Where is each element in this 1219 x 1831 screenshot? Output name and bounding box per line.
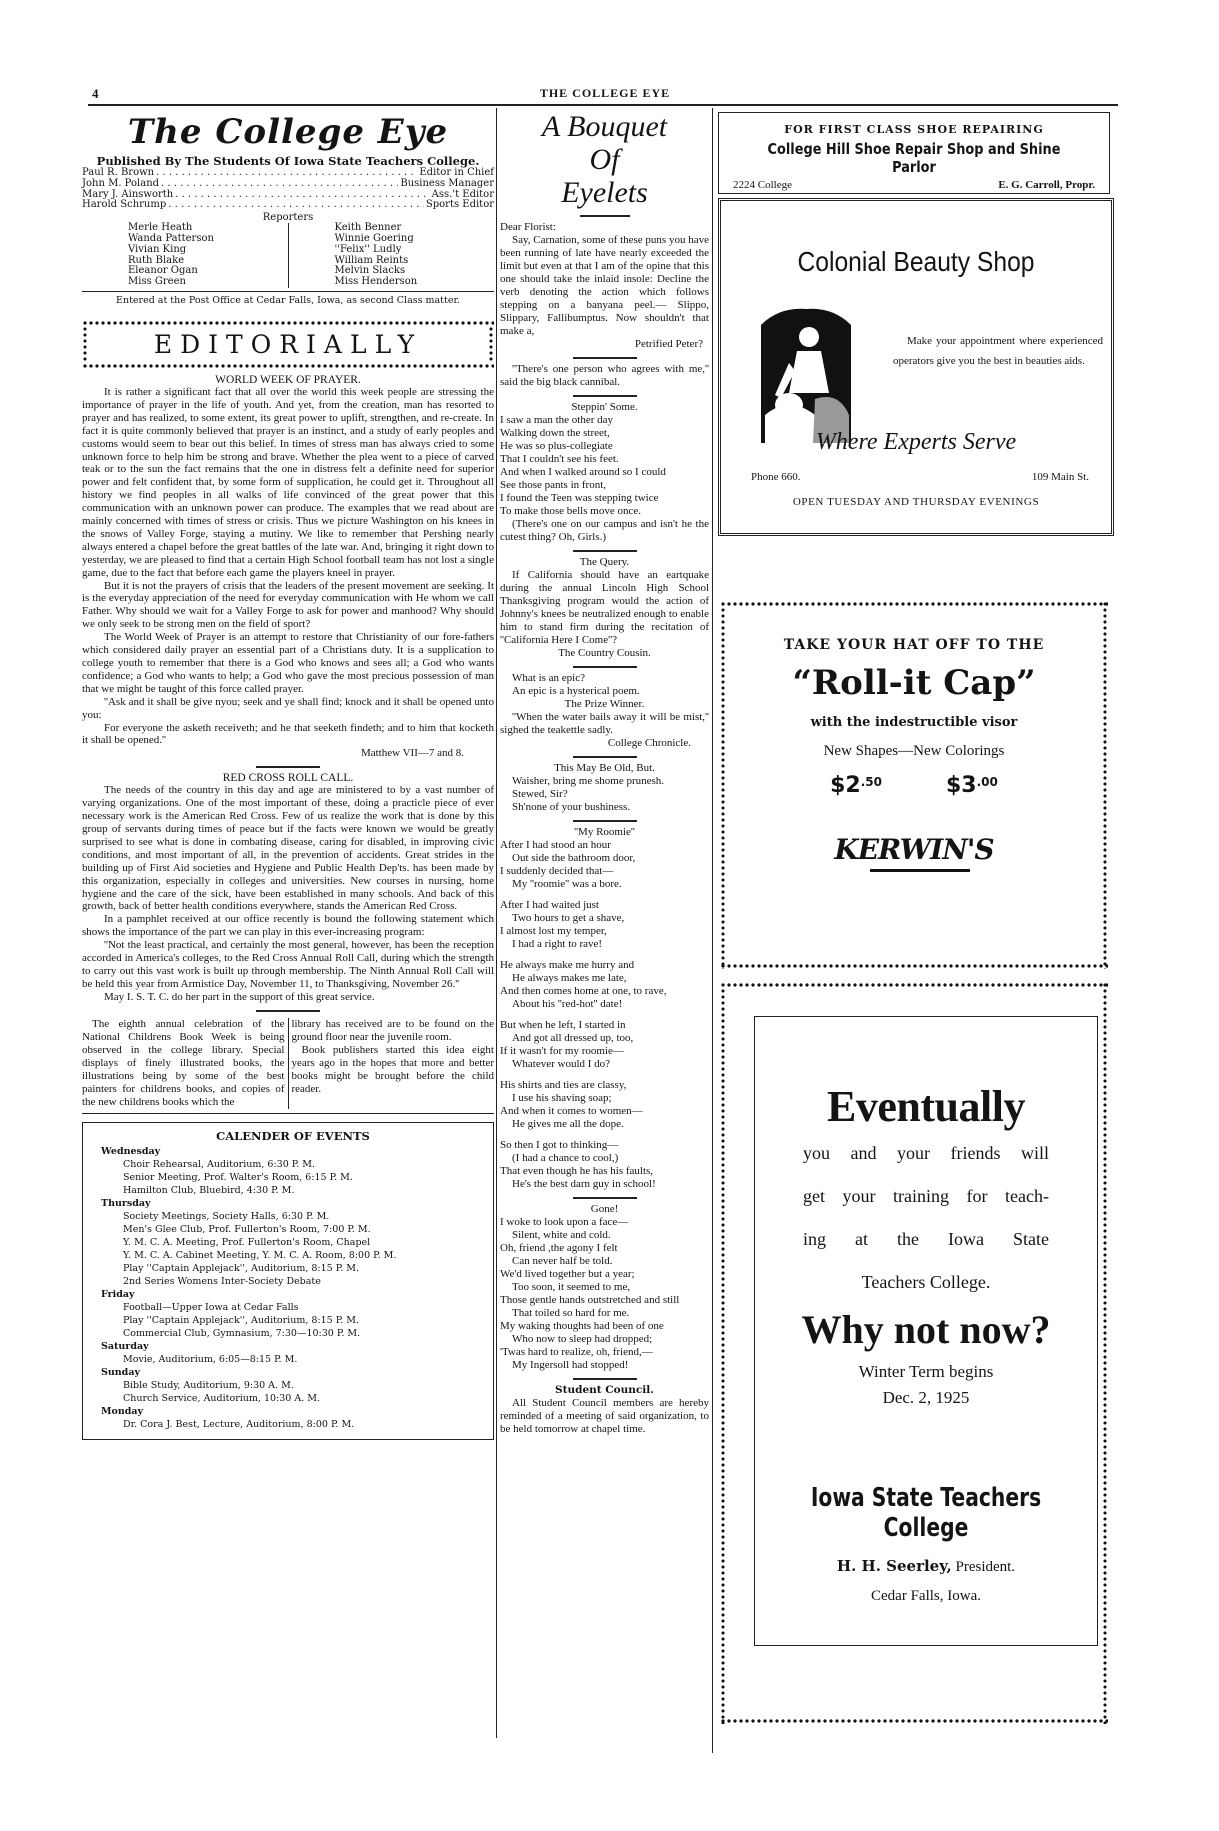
paragraph: library has received are to be found on the ground floor near the juvenile room. [291, 1017, 494, 1043]
staff-row [82, 200, 494, 211]
leader-dots [161, 179, 398, 190]
calendar-day: Friday [101, 1288, 135, 1300]
paragraph: In a pamphlet received at our office recently is bound the following statement which shows the importance of the part we can play in this ever-increasing program: [82, 913, 494, 939]
price-cents: .50 [860, 775, 882, 789]
poem-title: Gone! [590, 1203, 619, 1215]
price-whole: $2 [830, 773, 861, 798]
paragraph: ''Not the least practical, and certainly the most general, however, has been the reception accorded in America's colleges, to the Red Cross Annual Roll Call, during which the strength to carry out this vast work is built up through membership. The Ninth Annual Roll Call will be held this year from Armistice Day, November 11, to Thanksgiving, November 26.'' [82, 939, 494, 990]
column-rule [712, 108, 713, 1753]
divider [573, 1378, 637, 1380]
poem-line: See those pants in front, [500, 479, 607, 491]
ad-body-text: Make your appointment where experienced operators give you the best in beauties aids. [893, 335, 1103, 367]
poem-line: He always make me hurry and [500, 959, 635, 971]
joke: ''There's one person who agrees with me,'' said the big black cannibal. [500, 363, 709, 388]
notice-title: Student Council. [555, 1384, 654, 1396]
poem-line: (I had a chance to cool,) [512, 1152, 619, 1164]
ad-business-name: Colonial Beauty Shop [797, 246, 1035, 277]
poem-line: I use his shaving soap; [512, 1092, 612, 1104]
poem-title: The Query. [579, 556, 630, 568]
poem-line: I almost lost my temper, [500, 925, 607, 937]
calendar-day: Wednesday [101, 1145, 161, 1157]
price-cents: .00 [976, 775, 998, 789]
roll-it-cap-ad [720, 601, 1108, 969]
divider [573, 395, 637, 397]
joke-line: Waisher, bring me shome prunesh. [512, 775, 665, 787]
poem-line: And got all dressed up, too, [512, 1032, 634, 1044]
calendar-event: Choir Rehearsal, Auditorium, 6:30 P. M. [123, 1158, 316, 1170]
bouquet-title [500, 110, 709, 209]
calendar-event: Y. M. C. A. Meeting, Prof. Fullerton's Room, Chapel [123, 1236, 371, 1248]
paragraph: But it is not the prayers of crisis that the leaders of the present movement are seeking. It is the everyday appreciation of the need for everyday communication with He whom we call Father. Why should we wait for a Valley Forge to ask for power and manhood? Why should we only seek to be strong men on the field of sport? [82, 579, 494, 631]
ad-phone: Phone 660. [751, 471, 801, 483]
notice-text: All Student Council members are hereby reminded of a meeting of said organization, to be held tomorrow at chapel time. [500, 1397, 709, 1435]
divider [573, 756, 637, 758]
stanza-gap [500, 1011, 709, 1019]
ad-line: get your training for teach- [803, 1186, 1049, 1206]
poem-line: That even though he has his faults, [500, 1165, 654, 1177]
reporter-name: Melvin Slacks [334, 265, 406, 277]
ad-headline: FOR FIRST CLASS SHOE REPAIRING [784, 123, 1044, 136]
poem-line: I found the Teen was stepping twice [500, 492, 659, 504]
poem-line: Two hours to get a shave, [512, 912, 625, 924]
stanza-gap [500, 1131, 709, 1139]
paragraph: For everyone the asketh receiveth; and he that seeketh findeth; and to him that kocketh it shall be opened.'' [82, 721, 494, 747]
poem-line: I woke to look upon a face— [500, 1216, 629, 1228]
prayer-heading: WORLD WEEK OF PRAYER. [215, 373, 361, 386]
poem-line: And when I walked around so I could [500, 466, 666, 478]
beautician-illustration-icon [759, 303, 853, 445]
reporter-name: Merle Heath [128, 222, 193, 234]
redcross-heading: RED CROSS ROLL CALL. [222, 772, 354, 785]
ad-address: 109 Main St. [1031, 471, 1089, 483]
ad-inner-box [754, 1016, 1098, 1646]
stanza-gap [500, 1071, 709, 1079]
signature: The Country Cousin. [558, 647, 651, 659]
prayer-article [82, 386, 494, 760]
title-line: Eyelets [561, 176, 648, 209]
staff-name: Mary J. Ainsworth [82, 188, 174, 200]
bouquet-column [500, 108, 709, 1436]
iowa-state-teachers-college-ad [720, 982, 1108, 1724]
staff-role: Sports Editor [425, 199, 494, 211]
reporters-list [82, 223, 494, 288]
poem-line: I had a right to rave! [512, 938, 603, 950]
calendar-event: Men's Glee Club, Prof. Fullerton's Room, 7:00 P. M. [123, 1223, 371, 1235]
poem-line: Oh, friend ,the agony I felt [500, 1242, 618, 1254]
ad-line: ing at the Iowa State [803, 1229, 1049, 1249]
calendar-event: Football—Upper Iowa at Cedar Falls [123, 1301, 299, 1313]
brand-underline [870, 869, 970, 872]
poem-line: Who now to sleep had dropped; [512, 1333, 653, 1345]
divider [256, 766, 320, 768]
calendar-event: Play ''Captain Applejack'', Auditorium, 8:15 P. M. [123, 1262, 359, 1274]
staff-role: Editor in Chief [419, 167, 494, 178]
poem-title: Steppin' Some. [571, 401, 638, 413]
reporter-name: Miss Henderson [334, 276, 418, 288]
calendar-event: Commercial Club, Gymnasium, 7:30—10:30 P. M. [123, 1327, 361, 1339]
calendar-event: Y. M. C. A. Cabinet Meeting, Y. M. C. A. Room, 8:00 P. M. [123, 1249, 397, 1261]
divider [256, 1010, 320, 1012]
calendar-day: Sunday [101, 1366, 140, 1378]
paragraph: The World Week of Prayer is an attempt to restore that Christianity of our fore-fathers which considered daily prayer an essential part of a Christians duty. It is a supplication to college youth to remember that there is a God who knows and sees all; a God who wants confidence; a God who wants to help; a God who gave the most precious possession of man that we might be taught of this force called prayer. [82, 631, 494, 695]
poem-line: If it wasn't for my roomie— [500, 1045, 624, 1057]
reporters-heading: Reporters [262, 212, 314, 224]
poem-line: He's the best darn guy in school! [512, 1178, 656, 1190]
poem-line: But when he left, I started in [500, 1019, 626, 1031]
poem-note: (There's one on our campus and isn't he the cutest thing? Oh, Girls.) [500, 518, 709, 543]
staff-role: Business Manager [400, 177, 494, 189]
poem-line: Can never half be told. [512, 1255, 613, 1267]
calendar-day: Thursday [101, 1197, 151, 1209]
president-title: President. [955, 1559, 1016, 1575]
bead-border [82, 363, 494, 369]
divider [573, 666, 637, 668]
ad-body [893, 331, 1103, 371]
running-head: THE COLLEGE EYE [539, 86, 671, 100]
calendar-event: Society Meetings, Society Halls, 6:30 P. M. [123, 1210, 330, 1222]
ad-location: Cedar Falls, Iowa. [871, 1588, 981, 1604]
title-line: Of [589, 143, 620, 176]
calendar-of-events [82, 1122, 494, 1440]
calendar-title: CALENDER OF EVENTS [216, 1128, 370, 1143]
citation: Matthew VII—7 and 8. [360, 747, 464, 760]
leader-dots [168, 200, 424, 211]
ad-line: Teachers College. [861, 1272, 991, 1292]
poem-roomie [500, 839, 709, 1191]
president-name: H. H. Seerley, [836, 1557, 952, 1575]
poem-line: After I had waited just [500, 899, 599, 911]
poem-line: After I had stood an hour [500, 839, 611, 851]
ad-headline: TAKE YOUR HAT OFF TO THE [783, 637, 1045, 653]
calendar-day: Monday [101, 1405, 144, 1417]
poem-line: Those gentle hands outstretched and still [500, 1294, 680, 1306]
leader-dots [156, 168, 417, 179]
top-rule [88, 104, 1118, 106]
ad-term: Winter Term begins [858, 1362, 994, 1381]
ad-prices [720, 773, 1108, 798]
paragraph: Book publishers started this idea eight years ago in the hopes that more and better books might be brought before the child reader. [291, 1043, 494, 1095]
reporters-right [288, 223, 495, 288]
ad-headline: Eventually [827, 1082, 1025, 1131]
query-text: If California should have an eartquake during the annual Lincoln High School Thanksgiving program would the action of Johnny's knees be neutralized enough to enable him to stand firm during the recitation of ''California Here I Come''? [500, 569, 709, 646]
shoe-repair-ad [718, 112, 1110, 194]
paragraph: May I. S. T. C. do her part in the support of this great service. [104, 990, 375, 1003]
poem-steppin [500, 414, 709, 518]
bead-border [488, 326, 494, 363]
poem-line: That toiled so hard for me. [512, 1307, 630, 1319]
poem-line: We'd lived together but a year; [500, 1268, 635, 1280]
stanza-gap [500, 891, 709, 899]
calendar-event: Senior Meeting, Prof. Walter's Room, 6:15 P. M. [123, 1171, 353, 1183]
paragraph: The needs of the country in this day and age are ministered to by a vast number of varying organizations. One of the most important of these, doing a practicle piece of ever necessary work is the American Red Cross. Few of us realize the work that is done by this group of servants during times of peace but if the facts were known we would be greatly surprised to see what is done in combating disease, caring for disabled, in improving civic conditions, and most important of all, in the prevention of accidents. Great strides in the building up of First Aid societies and Hygiene and Public Health Dep'ts. has been made by this organization, especially in colleges and universities. New courses in nursing, home hygiene and the care of the sick, have been established in many schools. And back of this growth, back of better health conditions everywhere, stands the American Red Cross. [82, 784, 494, 913]
paragraph: The eighth annual celebration of the National Childrens Book Week is being observed in the college library. Special displays of finely illustrated books, the illustrations being by some of the best painters for childrens books, and copies of the new childrens books which the [82, 1017, 285, 1108]
calendar-event: Play ''Captain Applejack'', Auditorium, 8:15 P. M. [123, 1314, 359, 1326]
poem-line: I suddenly decided that— [500, 865, 614, 877]
reporters-left [82, 223, 288, 288]
divider [573, 820, 637, 822]
reporter-name: Vivian King [128, 243, 187, 255]
poem-line: My waking thoughts had been of one [500, 1320, 664, 1332]
signature: The Prize Winner. [564, 698, 645, 710]
leader-dots [175, 190, 429, 201]
book-week-article [82, 1018, 494, 1109]
divider [580, 215, 630, 217]
reporter-name: Winnie Goering [334, 232, 414, 244]
editorially-banner [82, 320, 494, 369]
poem-title: ''My Roomie'' [574, 826, 635, 838]
joke-line: Stewed, Sir? [512, 788, 568, 800]
joke-line: Sh'none of your bushiness. [512, 801, 631, 813]
florist-letter: Say, Carnation, some of these puns you have been running of late have nearly exceeded the limit but even at that I am of the opine that this one should take the inlaid insole: Decline the verb denoting the action which follows stepping on a banyana peel.— Slippo, Slippary, Fallibumptus. Now shouldn't that make a, [500, 234, 709, 337]
ad-president [755, 1557, 1097, 1576]
poem-line: He was so plus-collegiate [500, 440, 613, 452]
calendar-event: Dr. Cora J. Best, Lecture, Auditorium, 8:00 P. M. [123, 1418, 355, 1430]
calendar-day: Saturday [101, 1340, 149, 1352]
masthead-subtitle: Published By The Students Of Iowa State Teachers College. [96, 154, 480, 168]
masthead-title: The College Eye [127, 112, 449, 152]
poem-line: To make those bells move once. [500, 505, 641, 517]
ad-date: Dec. 2, 1925 [882, 1388, 970, 1407]
staff-name: John M. Poland [82, 177, 160, 189]
joke: What is an epic? [512, 672, 585, 684]
calendar-list [101, 1145, 485, 1431]
poem-line: Too soon, it seemed to me, [512, 1281, 631, 1293]
calendar-event: Movie, Auditorium, 6:05—8:15 P. M. [123, 1353, 298, 1365]
joke: An epic is a hysterical poem. [512, 685, 640, 697]
poem-line: And when it comes to women— [500, 1105, 643, 1117]
ad-brand-logo: KERWIN'S [834, 833, 994, 866]
joke: ''When the water bails away it will be mist,'' sighed the teakettle sadly. [500, 711, 709, 736]
staff-role: Ass.'t Editor [431, 188, 494, 200]
reporter-name: William Reints [334, 254, 409, 266]
signature: Petrified Peter? [634, 338, 703, 350]
page-number: 4 [92, 86, 99, 101]
editorial-column [82, 110, 494, 1440]
poem-line: 'Twas hard to realize, oh, friend,— [500, 1346, 653, 1358]
poem-line: About his ''red-hot'' date! [512, 998, 623, 1010]
divider [573, 550, 637, 552]
poem-line: He gives me all the dope. [512, 1118, 624, 1130]
poem-line: He always makes me late, [512, 972, 627, 984]
staff-name: Paul R. Brown [82, 167, 155, 178]
ad-hours: OPEN TUESDAY AND THURSDAY EVENINGS [792, 496, 1040, 508]
divider [573, 1197, 637, 1199]
title-line: A Bouquet [541, 110, 668, 143]
reporter-name: Wanda Patterson [128, 232, 214, 244]
bouquet-content [500, 221, 709, 1436]
price-whole: $3 [946, 773, 977, 798]
poem-line: His shirts and ties are classy, [500, 1079, 627, 1091]
poem-line: I saw a man the other day [500, 414, 614, 426]
entered-notice: Entered at the Post Office at Cedar Falls, Iowa, as second Class matter. [82, 291, 494, 306]
paragraph: ''Ask and it shall be give nyou; seek and ye shall find; knock and it shall be opened unto you: [82, 695, 494, 721]
poem-line: That I couldn't see his feet. [500, 453, 619, 465]
poem-gone [500, 1216, 709, 1372]
calendar-event: Church Service, Auditorium, 10:30 A. M. [123, 1392, 320, 1404]
divider [82, 1113, 494, 1114]
ad-product-name: “Roll-it Cap” [792, 663, 1036, 703]
signature: College Chronicle. [607, 737, 691, 749]
ad-slogan: Where Experts Serve [815, 429, 1017, 455]
calendar-event: Hamilton Club, Bluebird, 4:30 P. M. [123, 1184, 295, 1196]
calendar-event: Bible Study, Auditorium, 9:30 A. M. [123, 1379, 294, 1391]
ad-proprietor: E. G. Carroll, Propr. [998, 179, 1095, 191]
poem-line: Walking down the street, [500, 427, 610, 439]
reporter-name: Miss Green [128, 276, 186, 288]
ad-question: Why not now? [801, 1307, 1051, 1352]
ad-business-name: College Hill Shoe Repair Shop and Shine Parlor [767, 140, 1061, 176]
staff-row [82, 179, 494, 190]
poem-title: This May Be Old, But. [554, 762, 655, 774]
divider [573, 357, 637, 359]
poem-line: So then I got to thinking— [500, 1139, 619, 1151]
poem-line: And then comes home at one, to rave, [500, 985, 667, 997]
poem-line: Whatever would I do? [512, 1058, 611, 1070]
calendar-event: 2nd Series Womens Inter-Society Debate [123, 1275, 321, 1287]
stanza-gap [500, 951, 709, 959]
column-rule [496, 108, 497, 1738]
redcross-article [82, 784, 494, 1003]
reporter-name: Keith Benner [334, 222, 402, 234]
editorially-title: EDITORIALLY [153, 329, 423, 359]
price [946, 773, 998, 798]
paragraph: It is rather a significant fact that all over the world this week people are stressing the importance of prayer in the life of youth. And yet, from the creation, man has resorted to prayer and has realized, to some extent, its great power to uplift, strengthen, and re-create. In fact it is quite commonly believed that prayer is an instinct, and a study of early peoples and customs would seem to bear out this belief. In times of stress man has always cried to some unknown force to help him be strong and brave. Whether the plea went to a piece of carved teak or to the sun the fact remains that the one in distress felt a definite need for superior power and felt confident that, by some form of supplication, he could get it. Throughout all history we find peoples in all walks of life convinced of the great power that this communication with an unknown power can produce. The examples that we read about are mainly concerned with times of stress or crisis. Thus we picture Washington on his knees in the snows of Valley Forge, staying a mutiny. We like to remember that Pershing nearly always entered a chapel before the great battles of the late war. And, bringing it right down to yesterday, we are pleased to find that a certain High School football team has not lost a single game, due to the fact that before each game the players kneel in prayer. [82, 385, 494, 579]
ad-tagline: New Shapes—New Colorings [823, 743, 1005, 759]
poem-line: My ''roomie'' was a bore. [512, 878, 622, 890]
ad-school-name: Iowa State Teachers College [810, 1483, 1042, 1543]
salutation: Dear Florist: [500, 221, 556, 233]
poem-line: My Ingersoll had stopped! [512, 1359, 629, 1371]
ad-line: you and your friends will [803, 1143, 1049, 1163]
reporter-name: ''Felix'' Ludly [334, 243, 402, 255]
reporter-name: Eleanor Ogan [128, 265, 198, 277]
staff-list [82, 168, 494, 211]
reporter-name: Ruth Blake [128, 254, 185, 266]
price [830, 773, 882, 798]
ad-address: 2224 College [733, 179, 792, 191]
poem-line: Silent, white and cold. [512, 1229, 611, 1241]
ad-tagline: with the indestructible visor [810, 715, 1018, 730]
beauty-shop-ad [718, 198, 1114, 536]
poem-line: Out side the bathroom door, [512, 852, 636, 864]
staff-name: Harold Schrump [82, 199, 167, 211]
